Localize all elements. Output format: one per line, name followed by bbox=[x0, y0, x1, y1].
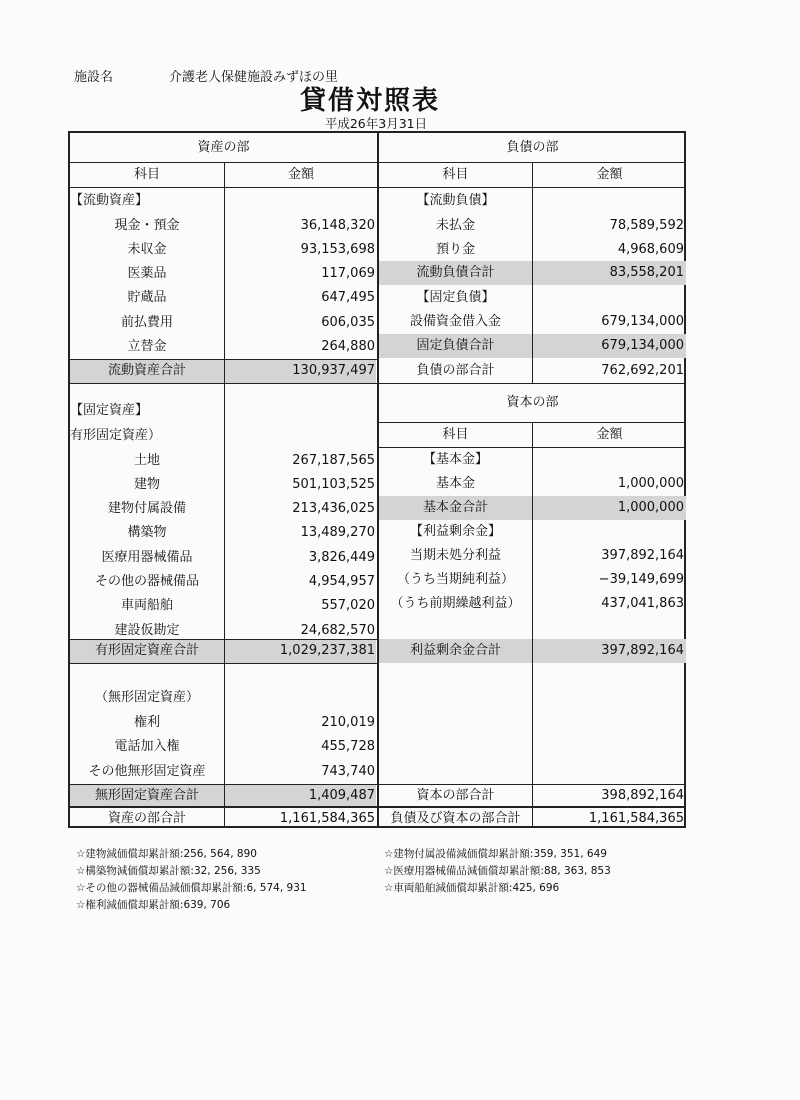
intangible-asset-item-name: その他無形固定資産 bbox=[88, 763, 206, 779]
intangible-asset-item-name: 権利 bbox=[133, 715, 160, 730]
intangible-asset-item-amount: 743,740 bbox=[321, 763, 375, 779]
balance-sheet-table bbox=[68, 131, 686, 828]
tangible-asset-item-name: 建設仮勘定 bbox=[114, 622, 180, 638]
tangible-asset-item-amount: 13,489,270 bbox=[300, 525, 375, 541]
facility-name: 介護老人保健施設みずほの里 bbox=[169, 70, 339, 85]
tangible-assets-heading: 有形固定資産） bbox=[70, 428, 162, 443]
current-asset-item-name: 貯蔵品 bbox=[127, 290, 167, 306]
fixed-liabilities-heading: 【固定負債】 bbox=[416, 290, 495, 305]
depreciation-note: ☆車両船舶減価償却累計額:425, 696 bbox=[384, 882, 560, 894]
tangible-asset-item-amount: 213,436,025 bbox=[292, 501, 375, 517]
current-asset-item-amount: 36,148,320 bbox=[300, 217, 375, 233]
current-asset-item-name: 立替金 bbox=[127, 339, 167, 354]
surplus-item-amount: −39,149,699 bbox=[598, 572, 684, 587]
surplus-heading: 【利益剰余金】 bbox=[409, 524, 501, 539]
tangible-asset-item-amount: 4,954,957 bbox=[308, 574, 375, 589]
fixed-liability-item-amount: 679,134,000 bbox=[601, 314, 684, 329]
tangible-asset-item-name: 車両船舶 bbox=[120, 598, 173, 614]
current-asset-item-name: 医薬品 bbox=[127, 266, 167, 282]
capital-header: 資本の部 bbox=[506, 395, 559, 410]
tangible-asset-item-name: 土地 bbox=[133, 452, 160, 468]
current-liabilities-total-label: 流動負債合計 bbox=[416, 265, 495, 280]
depreciation-note: ☆構築物減価償却累計額:32, 256, 335 bbox=[76, 865, 261, 877]
current-liability-item-amount: 78,589,592 bbox=[609, 217, 684, 233]
depreciation-note: ☆その他の器械備品減価償却累計額:6, 574, 931 bbox=[76, 882, 307, 894]
assets-grand-total-amount: 1,161,584,365 bbox=[279, 811, 375, 826]
fixed-liabilities-total-amount: 679,134,000 bbox=[601, 338, 684, 353]
surplus-item-amount: 437,041,863 bbox=[601, 596, 684, 611]
depreciation-note: ☆医療用器械備品減価償却累計額:88, 363, 853 bbox=[384, 865, 611, 877]
intangible-assets-total-amount: 1,409,487 bbox=[308, 788, 375, 803]
tangible-asset-item-amount: 557,020 bbox=[321, 598, 375, 614]
assets-grand-total-label: 資産の部合計 bbox=[107, 811, 186, 826]
depreciation-note: ☆建物付属設備減価償却累計額:359, 351, 649 bbox=[384, 848, 607, 860]
fixed-liability-item-name: 設備資金借入金 bbox=[409, 314, 501, 329]
current-liability-item-name: 預り金 bbox=[435, 241, 475, 257]
line-below-columns bbox=[70, 187, 686, 188]
tangible-asset-item-amount: 267,187,565 bbox=[292, 452, 375, 468]
tangible-assets-total-amount: 1,029,237,381 bbox=[279, 643, 375, 658]
intangible-assets-total-label: 無形固定資産合計 bbox=[94, 788, 199, 803]
surplus-total-amount: 397,892,164 bbox=[601, 643, 684, 658]
depreciation-note: ☆建物減価償却累計額:256, 564, 890 bbox=[76, 848, 257, 860]
basic-item-amount: 1,000,000 bbox=[617, 476, 684, 491]
tangible-asset-item-name: その他の器械備品 bbox=[94, 574, 199, 589]
fixed-liabilities-total-label: 固定負債合計 bbox=[416, 338, 495, 353]
fixed-assets-heading: 【固定資産】 bbox=[70, 403, 149, 418]
tangible-asset-item-amount: 501,103,525 bbox=[292, 476, 375, 492]
intangible-asset-item-amount: 210,019 bbox=[321, 715, 375, 730]
surplus-item-name: 当期未処分利益 bbox=[409, 548, 501, 563]
intangible-asset-item-name: 電話加入権 bbox=[114, 739, 180, 755]
surplus-item-name: （うち前期繰越利益） bbox=[390, 596, 521, 611]
document-date: 平成26年3月31日 bbox=[324, 116, 428, 131]
current-liabilities-heading: 【流動負債】 bbox=[416, 193, 495, 208]
liabilities-total-label: 負債の部合計 bbox=[416, 363, 495, 378]
tangible-asset-item-name: 建物 bbox=[133, 476, 160, 492]
line-tangible-total-bottom bbox=[70, 663, 377, 664]
intangible-asset-item-amount: 455,728 bbox=[321, 739, 375, 755]
assets-header: 資産の部 bbox=[197, 140, 250, 155]
tangible-asset-item-amount: 3,826,449 bbox=[308, 549, 375, 565]
liabilities-header: 負債の部 bbox=[506, 140, 559, 155]
depreciation-note: ☆権利減価償却累計額:639, 706 bbox=[76, 899, 231, 911]
current-assets-heading: 【流動資産】 bbox=[70, 193, 149, 208]
current-liability-item-amount: 4,968,609 bbox=[617, 241, 684, 257]
current-asset-item-amount: 117,069 bbox=[321, 266, 375, 282]
assets-col-amount: 金額 bbox=[287, 167, 314, 182]
facility-label: 施設名 bbox=[74, 70, 114, 85]
surplus-item-name: （うち当期純利益） bbox=[396, 572, 514, 587]
surplus-total-label: 利益剰余金合計 bbox=[409, 643, 501, 658]
basic-item-name: 基本金 bbox=[435, 476, 475, 491]
capital-total-amount: 398,892,164 bbox=[601, 788, 684, 803]
liabilities-col-item: 科目 bbox=[442, 167, 469, 182]
current-liability-item-name: 未払金 bbox=[435, 217, 475, 233]
assets-col-item: 科目 bbox=[133, 167, 160, 182]
capital-col-amount: 金額 bbox=[596, 427, 623, 442]
tangible-asset-item-name: 医療用器械備品 bbox=[101, 549, 193, 565]
current-asset-item-amount: 606,035 bbox=[321, 314, 375, 330]
current-asset-item-name: 現金・預金 bbox=[114, 217, 180, 233]
tangible-asset-item-name: 構築物 bbox=[127, 525, 167, 541]
intangible-assets-heading: （無形固定資産） bbox=[94, 690, 199, 705]
basic-heading: 【基本金】 bbox=[422, 452, 488, 467]
liabilities-col-amount: 金額 bbox=[596, 167, 623, 182]
liabilities-capital-grand-total-amount: 1,161,584,365 bbox=[588, 811, 684, 826]
current-asset-item-amount: 647,495 bbox=[321, 290, 375, 306]
line-current-assets-total-bottom bbox=[70, 383, 686, 384]
liabilities-total-amount: 762,692,201 bbox=[601, 363, 684, 378]
current-assets-total-amount: 130,937,497 bbox=[292, 363, 375, 378]
current-liabilities-total-amount: 83,558,201 bbox=[609, 265, 684, 280]
document-title: 貸借対照表 bbox=[299, 86, 440, 116]
tangible-asset-item-name: 建物付属設備 bbox=[107, 501, 186, 517]
capital-col-item: 科目 bbox=[442, 427, 469, 442]
current-asset-item-name: 前払費用 bbox=[120, 314, 173, 330]
current-asset-item-name: 未収金 bbox=[127, 241, 167, 257]
current-assets-total-label: 流動資産合計 bbox=[107, 363, 186, 378]
basic-total-label: 基本金合計 bbox=[422, 500, 488, 515]
tangible-assets-total-label: 有形固定資産合計 bbox=[94, 643, 199, 658]
current-asset-item-amount: 93,153,698 bbox=[300, 241, 375, 257]
current-asset-item-amount: 264,880 bbox=[321, 339, 375, 354]
surplus-item-amount: 397,892,164 bbox=[601, 548, 684, 563]
liabilities-capital-grand-total-label: 負債及び資本の部合計 bbox=[390, 811, 521, 826]
basic-total-amount: 1,000,000 bbox=[617, 500, 684, 515]
capital-total-label: 資本の部合計 bbox=[416, 788, 495, 803]
tangible-asset-item-amount: 24,682,570 bbox=[300, 622, 375, 638]
